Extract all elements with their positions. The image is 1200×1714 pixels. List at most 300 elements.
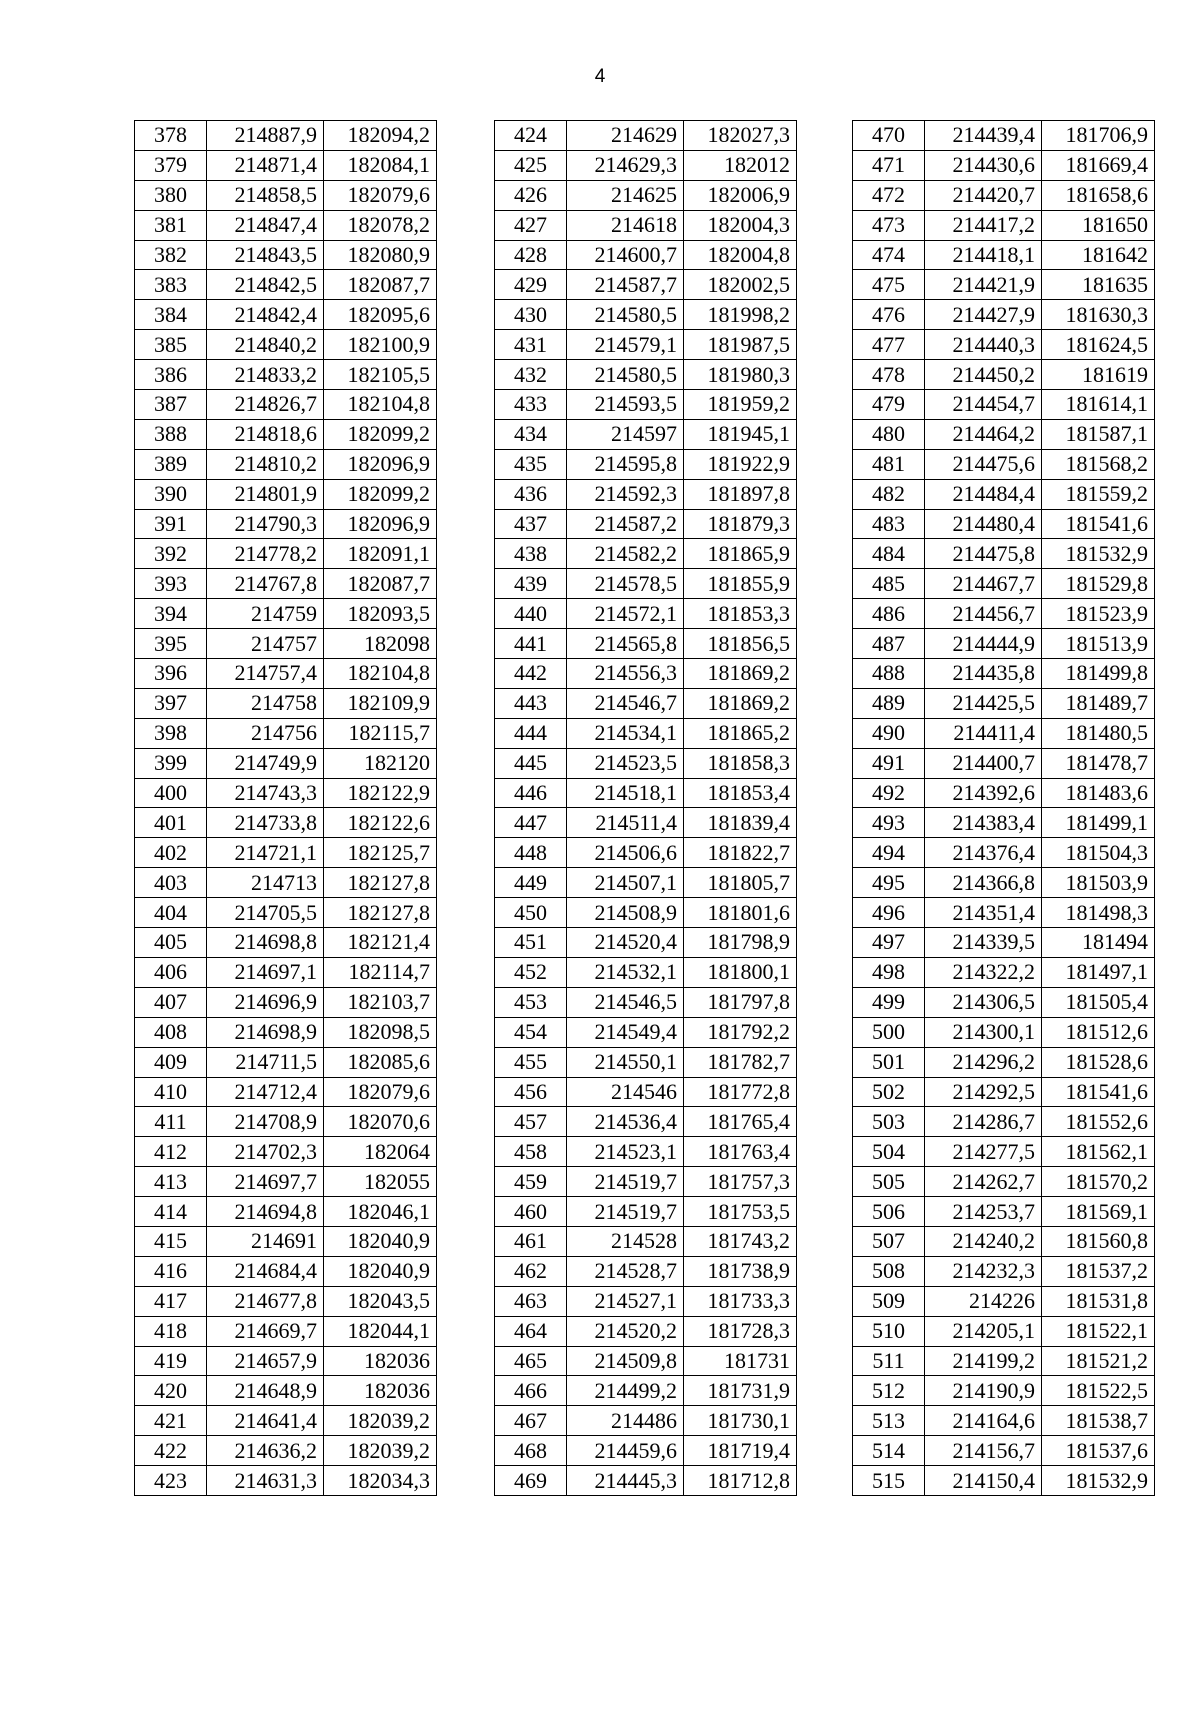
table-row	[135, 360, 437, 390]
table-row	[495, 449, 797, 479]
point-number-cell: 454	[495, 1017, 567, 1047]
x-coordinate-cell: 214253,7	[925, 1197, 1042, 1227]
y-coordinate-cell: 181858,3	[684, 748, 797, 778]
point-number-cell: 434	[495, 419, 567, 449]
table-row	[135, 1256, 437, 1286]
y-coordinate-cell: 182084,1	[324, 150, 437, 180]
point-number-cell: 496	[853, 898, 925, 928]
table-row	[135, 270, 437, 300]
y-coordinate-cell: 182100,9	[324, 330, 437, 360]
y-coordinate-cell: 181800,1	[684, 957, 797, 987]
point-number-cell: 435	[495, 449, 567, 479]
table-row	[853, 270, 1155, 300]
table-row	[135, 1466, 437, 1496]
point-number-cell: 430	[495, 300, 567, 330]
table-row	[853, 957, 1155, 987]
table-row	[135, 957, 437, 987]
x-coordinate-cell: 214534,1	[567, 718, 684, 748]
point-number-cell: 489	[853, 688, 925, 718]
y-coordinate-cell: 182064	[324, 1137, 437, 1167]
table-row	[135, 1436, 437, 1466]
point-number-cell: 390	[135, 479, 207, 509]
y-coordinate-cell: 182094,2	[324, 121, 437, 151]
x-coordinate-cell: 214759	[207, 599, 324, 629]
y-coordinate-cell: 181733,3	[684, 1286, 797, 1316]
point-number-cell: 511	[853, 1346, 925, 1376]
table-row	[135, 150, 437, 180]
x-coordinate-cell: 214847,4	[207, 210, 324, 240]
table-row	[135, 599, 437, 629]
table-row	[853, 1017, 1155, 1047]
table-row	[135, 330, 437, 360]
y-coordinate-cell: 181869,2	[684, 659, 797, 689]
table-row	[495, 1047, 797, 1077]
point-number-cell: 505	[853, 1167, 925, 1197]
y-coordinate-cell: 181798,9	[684, 928, 797, 958]
table-row	[853, 659, 1155, 689]
x-coordinate-cell: 214833,2	[207, 360, 324, 390]
y-coordinate-cell: 181537,2	[1042, 1256, 1155, 1286]
x-coordinate-cell: 214818,6	[207, 419, 324, 449]
table-row	[495, 1137, 797, 1167]
table-row	[853, 390, 1155, 420]
point-number-cell: 420	[135, 1376, 207, 1406]
point-number-cell: 403	[135, 868, 207, 898]
x-coordinate-cell: 214240,2	[925, 1226, 1042, 1256]
point-number-cell: 447	[495, 808, 567, 838]
y-coordinate-cell: 181512,6	[1042, 1017, 1155, 1047]
point-number-cell: 398	[135, 718, 207, 748]
x-coordinate-cell: 214546,7	[567, 688, 684, 718]
y-coordinate-cell: 181635	[1042, 270, 1155, 300]
table-row	[495, 1226, 797, 1256]
point-number-cell: 506	[853, 1197, 925, 1227]
y-coordinate-cell: 181513,9	[1042, 629, 1155, 659]
point-number-cell: 490	[853, 718, 925, 748]
point-number-cell: 499	[853, 987, 925, 1017]
x-coordinate-cell: 214696,9	[207, 987, 324, 1017]
table-row	[135, 1137, 437, 1167]
x-coordinate-cell: 214713	[207, 868, 324, 898]
x-coordinate-cell: 214520,2	[567, 1316, 684, 1346]
y-coordinate-cell: 182093,5	[324, 599, 437, 629]
x-coordinate-cell: 214484,4	[925, 479, 1042, 509]
table-row	[495, 210, 797, 240]
x-coordinate-cell: 214580,5	[567, 360, 684, 390]
y-coordinate-cell: 182004,8	[684, 240, 797, 270]
x-coordinate-cell: 214767,8	[207, 569, 324, 599]
x-coordinate-cell: 214435,8	[925, 659, 1042, 689]
table-row	[495, 1017, 797, 1047]
y-coordinate-cell: 181792,2	[684, 1017, 797, 1047]
x-coordinate-cell: 214519,7	[567, 1197, 684, 1227]
x-coordinate-cell: 214600,7	[567, 240, 684, 270]
y-coordinate-cell: 182115,7	[324, 718, 437, 748]
point-number-cell: 448	[495, 838, 567, 868]
table-row	[853, 300, 1155, 330]
table-row	[135, 1346, 437, 1376]
y-coordinate-cell: 181730,1	[684, 1406, 797, 1436]
point-number-cell: 488	[853, 659, 925, 689]
x-coordinate-cell: 214456,7	[925, 599, 1042, 629]
point-number-cell: 478	[853, 360, 925, 390]
x-coordinate-cell: 214636,2	[207, 1436, 324, 1466]
point-number-cell: 399	[135, 748, 207, 778]
y-coordinate-cell: 182027,3	[684, 121, 797, 151]
table-row	[495, 1406, 797, 1436]
table-row	[135, 987, 437, 1017]
x-coordinate-cell: 214549,4	[567, 1017, 684, 1047]
x-coordinate-cell: 214421,9	[925, 270, 1042, 300]
table-row	[135, 509, 437, 539]
x-coordinate-cell: 214506,6	[567, 838, 684, 868]
x-coordinate-cell: 214708,9	[207, 1107, 324, 1137]
point-number-cell: 486	[853, 599, 925, 629]
table-row	[853, 1256, 1155, 1286]
point-number-cell: 378	[135, 121, 207, 151]
point-number-cell: 493	[853, 808, 925, 838]
point-number-cell: 460	[495, 1197, 567, 1227]
y-coordinate-cell: 181757,3	[684, 1167, 797, 1197]
y-coordinate-cell: 182040,9	[324, 1226, 437, 1256]
x-coordinate-cell: 214292,5	[925, 1077, 1042, 1107]
y-coordinate-cell: 181483,6	[1042, 778, 1155, 808]
point-number-cell: 402	[135, 838, 207, 868]
y-coordinate-cell: 181642	[1042, 240, 1155, 270]
y-coordinate-cell: 182127,8	[324, 868, 437, 898]
table-row	[495, 240, 797, 270]
point-number-cell: 512	[853, 1376, 925, 1406]
x-coordinate-cell: 214631,3	[207, 1466, 324, 1496]
x-coordinate-cell: 214262,7	[925, 1167, 1042, 1197]
table-row	[853, 419, 1155, 449]
x-coordinate-cell: 214339,5	[925, 928, 1042, 958]
point-number-cell: 379	[135, 150, 207, 180]
x-coordinate-cell: 214684,4	[207, 1256, 324, 1286]
point-number-cell: 481	[853, 449, 925, 479]
point-number-cell: 400	[135, 778, 207, 808]
table-row	[853, 778, 1155, 808]
point-number-cell: 495	[853, 868, 925, 898]
y-coordinate-cell: 181570,2	[1042, 1167, 1155, 1197]
table-row	[853, 1047, 1155, 1077]
y-coordinate-cell: 182034,3	[324, 1466, 437, 1496]
table-row	[853, 539, 1155, 569]
table-row	[853, 180, 1155, 210]
y-coordinate-cell: 181498,3	[1042, 898, 1155, 928]
x-coordinate-cell: 214711,5	[207, 1047, 324, 1077]
y-coordinate-cell: 182078,2	[324, 210, 437, 240]
table-row	[135, 300, 437, 330]
x-coordinate-cell: 214156,7	[925, 1436, 1042, 1466]
point-number-cell: 477	[853, 330, 925, 360]
x-coordinate-cell: 214383,4	[925, 808, 1042, 838]
x-coordinate-cell: 214306,5	[925, 987, 1042, 1017]
x-coordinate-cell: 214300,1	[925, 1017, 1042, 1047]
table-row	[853, 1226, 1155, 1256]
y-coordinate-cell: 182091,1	[324, 539, 437, 569]
y-coordinate-cell: 181494	[1042, 928, 1155, 958]
x-coordinate-cell: 214790,3	[207, 509, 324, 539]
point-number-cell: 501	[853, 1047, 925, 1077]
x-coordinate-cell: 214593,5	[567, 390, 684, 420]
x-coordinate-cell: 214467,7	[925, 569, 1042, 599]
y-coordinate-cell: 182087,7	[324, 569, 437, 599]
x-coordinate-cell: 214669,7	[207, 1316, 324, 1346]
y-coordinate-cell: 181552,6	[1042, 1107, 1155, 1137]
table-row	[853, 330, 1155, 360]
table-row	[135, 659, 437, 689]
x-coordinate-cell: 214858,5	[207, 180, 324, 210]
x-coordinate-cell: 214721,1	[207, 838, 324, 868]
table-row	[135, 629, 437, 659]
x-coordinate-cell: 214199,2	[925, 1346, 1042, 1376]
table-row	[853, 928, 1155, 958]
table-row	[853, 898, 1155, 928]
table-row	[853, 1286, 1155, 1316]
point-number-cell: 386	[135, 360, 207, 390]
point-number-cell: 462	[495, 1256, 567, 1286]
y-coordinate-cell: 182105,5	[324, 360, 437, 390]
table-row	[495, 928, 797, 958]
point-number-cell: 401	[135, 808, 207, 838]
x-coordinate-cell: 214578,5	[567, 569, 684, 599]
point-number-cell: 439	[495, 569, 567, 599]
x-coordinate-cell: 214376,4	[925, 838, 1042, 868]
y-coordinate-cell: 181855,9	[684, 569, 797, 599]
point-number-cell: 413	[135, 1167, 207, 1197]
x-coordinate-cell: 214164,6	[925, 1406, 1042, 1436]
y-coordinate-cell: 181537,6	[1042, 1436, 1155, 1466]
y-coordinate-cell: 181568,2	[1042, 449, 1155, 479]
point-number-cell: 397	[135, 688, 207, 718]
x-coordinate-cell: 214801,9	[207, 479, 324, 509]
table-row	[853, 121, 1155, 151]
point-number-cell: 424	[495, 121, 567, 151]
table-row	[853, 210, 1155, 240]
table-row	[495, 539, 797, 569]
point-number-cell: 497	[853, 928, 925, 958]
y-coordinate-cell: 181712,8	[684, 1466, 797, 1496]
table-row	[135, 1286, 437, 1316]
y-coordinate-cell: 181782,7	[684, 1047, 797, 1077]
y-coordinate-cell: 182121,4	[324, 928, 437, 958]
x-coordinate-cell: 214277,5	[925, 1137, 1042, 1167]
table-row	[495, 270, 797, 300]
y-coordinate-cell: 181897,8	[684, 479, 797, 509]
x-coordinate-cell: 214694,8	[207, 1197, 324, 1227]
point-number-cell: 502	[853, 1077, 925, 1107]
point-number-cell: 441	[495, 629, 567, 659]
x-coordinate-cell: 214417,2	[925, 210, 1042, 240]
y-coordinate-cell: 182095,6	[324, 300, 437, 330]
y-coordinate-cell: 182085,6	[324, 1047, 437, 1077]
y-coordinate-cell: 182039,2	[324, 1436, 437, 1466]
table-row	[853, 1137, 1155, 1167]
table-row	[495, 808, 797, 838]
x-coordinate-cell: 214697,7	[207, 1167, 324, 1197]
y-coordinate-cell: 182004,3	[684, 210, 797, 240]
y-coordinate-cell: 181987,5	[684, 330, 797, 360]
table-row	[495, 390, 797, 420]
y-coordinate-cell: 181805,7	[684, 868, 797, 898]
table-row	[853, 599, 1155, 629]
table-row	[853, 479, 1155, 509]
point-number-cell: 440	[495, 599, 567, 629]
point-number-cell: 445	[495, 748, 567, 778]
x-coordinate-cell: 214697,1	[207, 957, 324, 987]
table-row	[135, 390, 437, 420]
point-number-cell: 421	[135, 1406, 207, 1436]
table-row	[495, 868, 797, 898]
x-coordinate-cell: 214572,1	[567, 599, 684, 629]
table-row	[135, 569, 437, 599]
y-coordinate-cell: 182122,9	[324, 778, 437, 808]
y-coordinate-cell: 181706,9	[1042, 121, 1155, 151]
point-number-cell: 407	[135, 987, 207, 1017]
x-coordinate-cell: 214430,6	[925, 150, 1042, 180]
table-row	[853, 240, 1155, 270]
point-number-cell: 417	[135, 1286, 207, 1316]
y-coordinate-cell: 181630,3	[1042, 300, 1155, 330]
point-number-cell: 409	[135, 1047, 207, 1077]
point-number-cell: 389	[135, 449, 207, 479]
x-coordinate-cell: 214556,3	[567, 659, 684, 689]
point-number-cell: 449	[495, 868, 567, 898]
y-coordinate-cell: 181619	[1042, 360, 1155, 390]
x-coordinate-cell: 214691	[207, 1226, 324, 1256]
table-row	[853, 1406, 1155, 1436]
point-number-cell: 408	[135, 1017, 207, 1047]
x-coordinate-cell: 214190,9	[925, 1376, 1042, 1406]
x-coordinate-cell: 214712,4	[207, 1077, 324, 1107]
y-coordinate-cell: 181822,7	[684, 838, 797, 868]
table-row	[495, 987, 797, 1017]
x-coordinate-cell: 214582,2	[567, 539, 684, 569]
x-coordinate-cell: 214527,1	[567, 1286, 684, 1316]
point-number-cell: 437	[495, 509, 567, 539]
x-coordinate-cell: 214232,3	[925, 1256, 1042, 1286]
x-coordinate-cell: 214629	[567, 121, 684, 151]
point-number-cell: 492	[853, 778, 925, 808]
table-row	[495, 688, 797, 718]
x-coordinate-cell: 214618	[567, 210, 684, 240]
table-row	[135, 688, 437, 718]
x-coordinate-cell: 214625	[567, 180, 684, 210]
table-row	[495, 599, 797, 629]
point-number-cell: 425	[495, 150, 567, 180]
table-row	[853, 987, 1155, 1017]
table-row	[495, 629, 797, 659]
table-row	[495, 659, 797, 689]
x-coordinate-cell: 214657,9	[207, 1346, 324, 1376]
point-number-cell: 474	[853, 240, 925, 270]
x-coordinate-cell: 214843,5	[207, 240, 324, 270]
x-coordinate-cell: 214756	[207, 718, 324, 748]
point-number-cell: 450	[495, 898, 567, 928]
x-coordinate-cell: 214778,2	[207, 539, 324, 569]
point-number-cell: 480	[853, 419, 925, 449]
y-coordinate-cell: 181731,9	[684, 1376, 797, 1406]
x-coordinate-cell: 214840,2	[207, 330, 324, 360]
point-number-cell: 470	[853, 121, 925, 151]
point-number-cell: 426	[495, 180, 567, 210]
point-number-cell: 393	[135, 569, 207, 599]
y-coordinate-cell: 181753,5	[684, 1197, 797, 1227]
y-coordinate-cell: 181801,6	[684, 898, 797, 928]
table-row	[853, 150, 1155, 180]
y-coordinate-cell: 181998,2	[684, 300, 797, 330]
point-number-cell: 385	[135, 330, 207, 360]
y-coordinate-cell: 181504,3	[1042, 838, 1155, 868]
y-coordinate-cell: 181865,2	[684, 718, 797, 748]
table-row	[135, 449, 437, 479]
table-row	[135, 1017, 437, 1047]
y-coordinate-cell: 182104,8	[324, 390, 437, 420]
x-coordinate-cell: 214597	[567, 419, 684, 449]
point-number-cell: 500	[853, 1017, 925, 1047]
table-row	[495, 1286, 797, 1316]
y-coordinate-cell: 181569,1	[1042, 1197, 1155, 1227]
y-coordinate-cell: 181478,7	[1042, 748, 1155, 778]
x-coordinate-cell: 214698,9	[207, 1017, 324, 1047]
point-number-cell: 427	[495, 210, 567, 240]
table-row	[853, 838, 1155, 868]
x-coordinate-cell: 214677,8	[207, 1286, 324, 1316]
x-coordinate-cell: 214826,7	[207, 390, 324, 420]
x-coordinate-cell: 214702,3	[207, 1137, 324, 1167]
table-row	[135, 210, 437, 240]
x-coordinate-cell: 214205,1	[925, 1316, 1042, 1346]
table-row	[495, 1197, 797, 1227]
point-number-cell: 469	[495, 1466, 567, 1496]
point-number-cell: 387	[135, 390, 207, 420]
table-row	[135, 1197, 437, 1227]
table-row	[495, 718, 797, 748]
table-row	[495, 121, 797, 151]
x-coordinate-cell: 214528,7	[567, 1256, 684, 1286]
x-coordinate-cell: 214440,3	[925, 330, 1042, 360]
x-coordinate-cell: 214758	[207, 688, 324, 718]
point-number-cell: 487	[853, 629, 925, 659]
y-coordinate-cell: 181560,8	[1042, 1226, 1155, 1256]
table-row	[135, 898, 437, 928]
x-coordinate-cell: 214523,1	[567, 1137, 684, 1167]
point-number-cell: 404	[135, 898, 207, 928]
table-row	[135, 539, 437, 569]
x-coordinate-cell: 214887,9	[207, 121, 324, 151]
x-coordinate-cell: 214425,5	[925, 688, 1042, 718]
x-coordinate-cell: 214733,8	[207, 808, 324, 838]
point-number-cell: 482	[853, 479, 925, 509]
y-coordinate-cell: 181505,4	[1042, 987, 1155, 1017]
x-coordinate-cell: 214454,7	[925, 390, 1042, 420]
point-number-cell: 459	[495, 1167, 567, 1197]
x-coordinate-cell: 214150,4	[925, 1466, 1042, 1496]
y-coordinate-cell: 181521,2	[1042, 1346, 1155, 1376]
y-coordinate-cell: 181980,3	[684, 360, 797, 390]
table-row	[135, 1107, 437, 1137]
point-number-cell: 509	[853, 1286, 925, 1316]
y-coordinate-cell: 181853,4	[684, 778, 797, 808]
y-coordinate-cell: 181945,1	[684, 419, 797, 449]
table-row	[853, 1167, 1155, 1197]
point-number-cell: 384	[135, 300, 207, 330]
y-coordinate-cell: 181480,5	[1042, 718, 1155, 748]
y-coordinate-cell: 181499,8	[1042, 659, 1155, 689]
y-coordinate-cell: 181797,8	[684, 987, 797, 1017]
y-coordinate-cell: 181531,8	[1042, 1286, 1155, 1316]
